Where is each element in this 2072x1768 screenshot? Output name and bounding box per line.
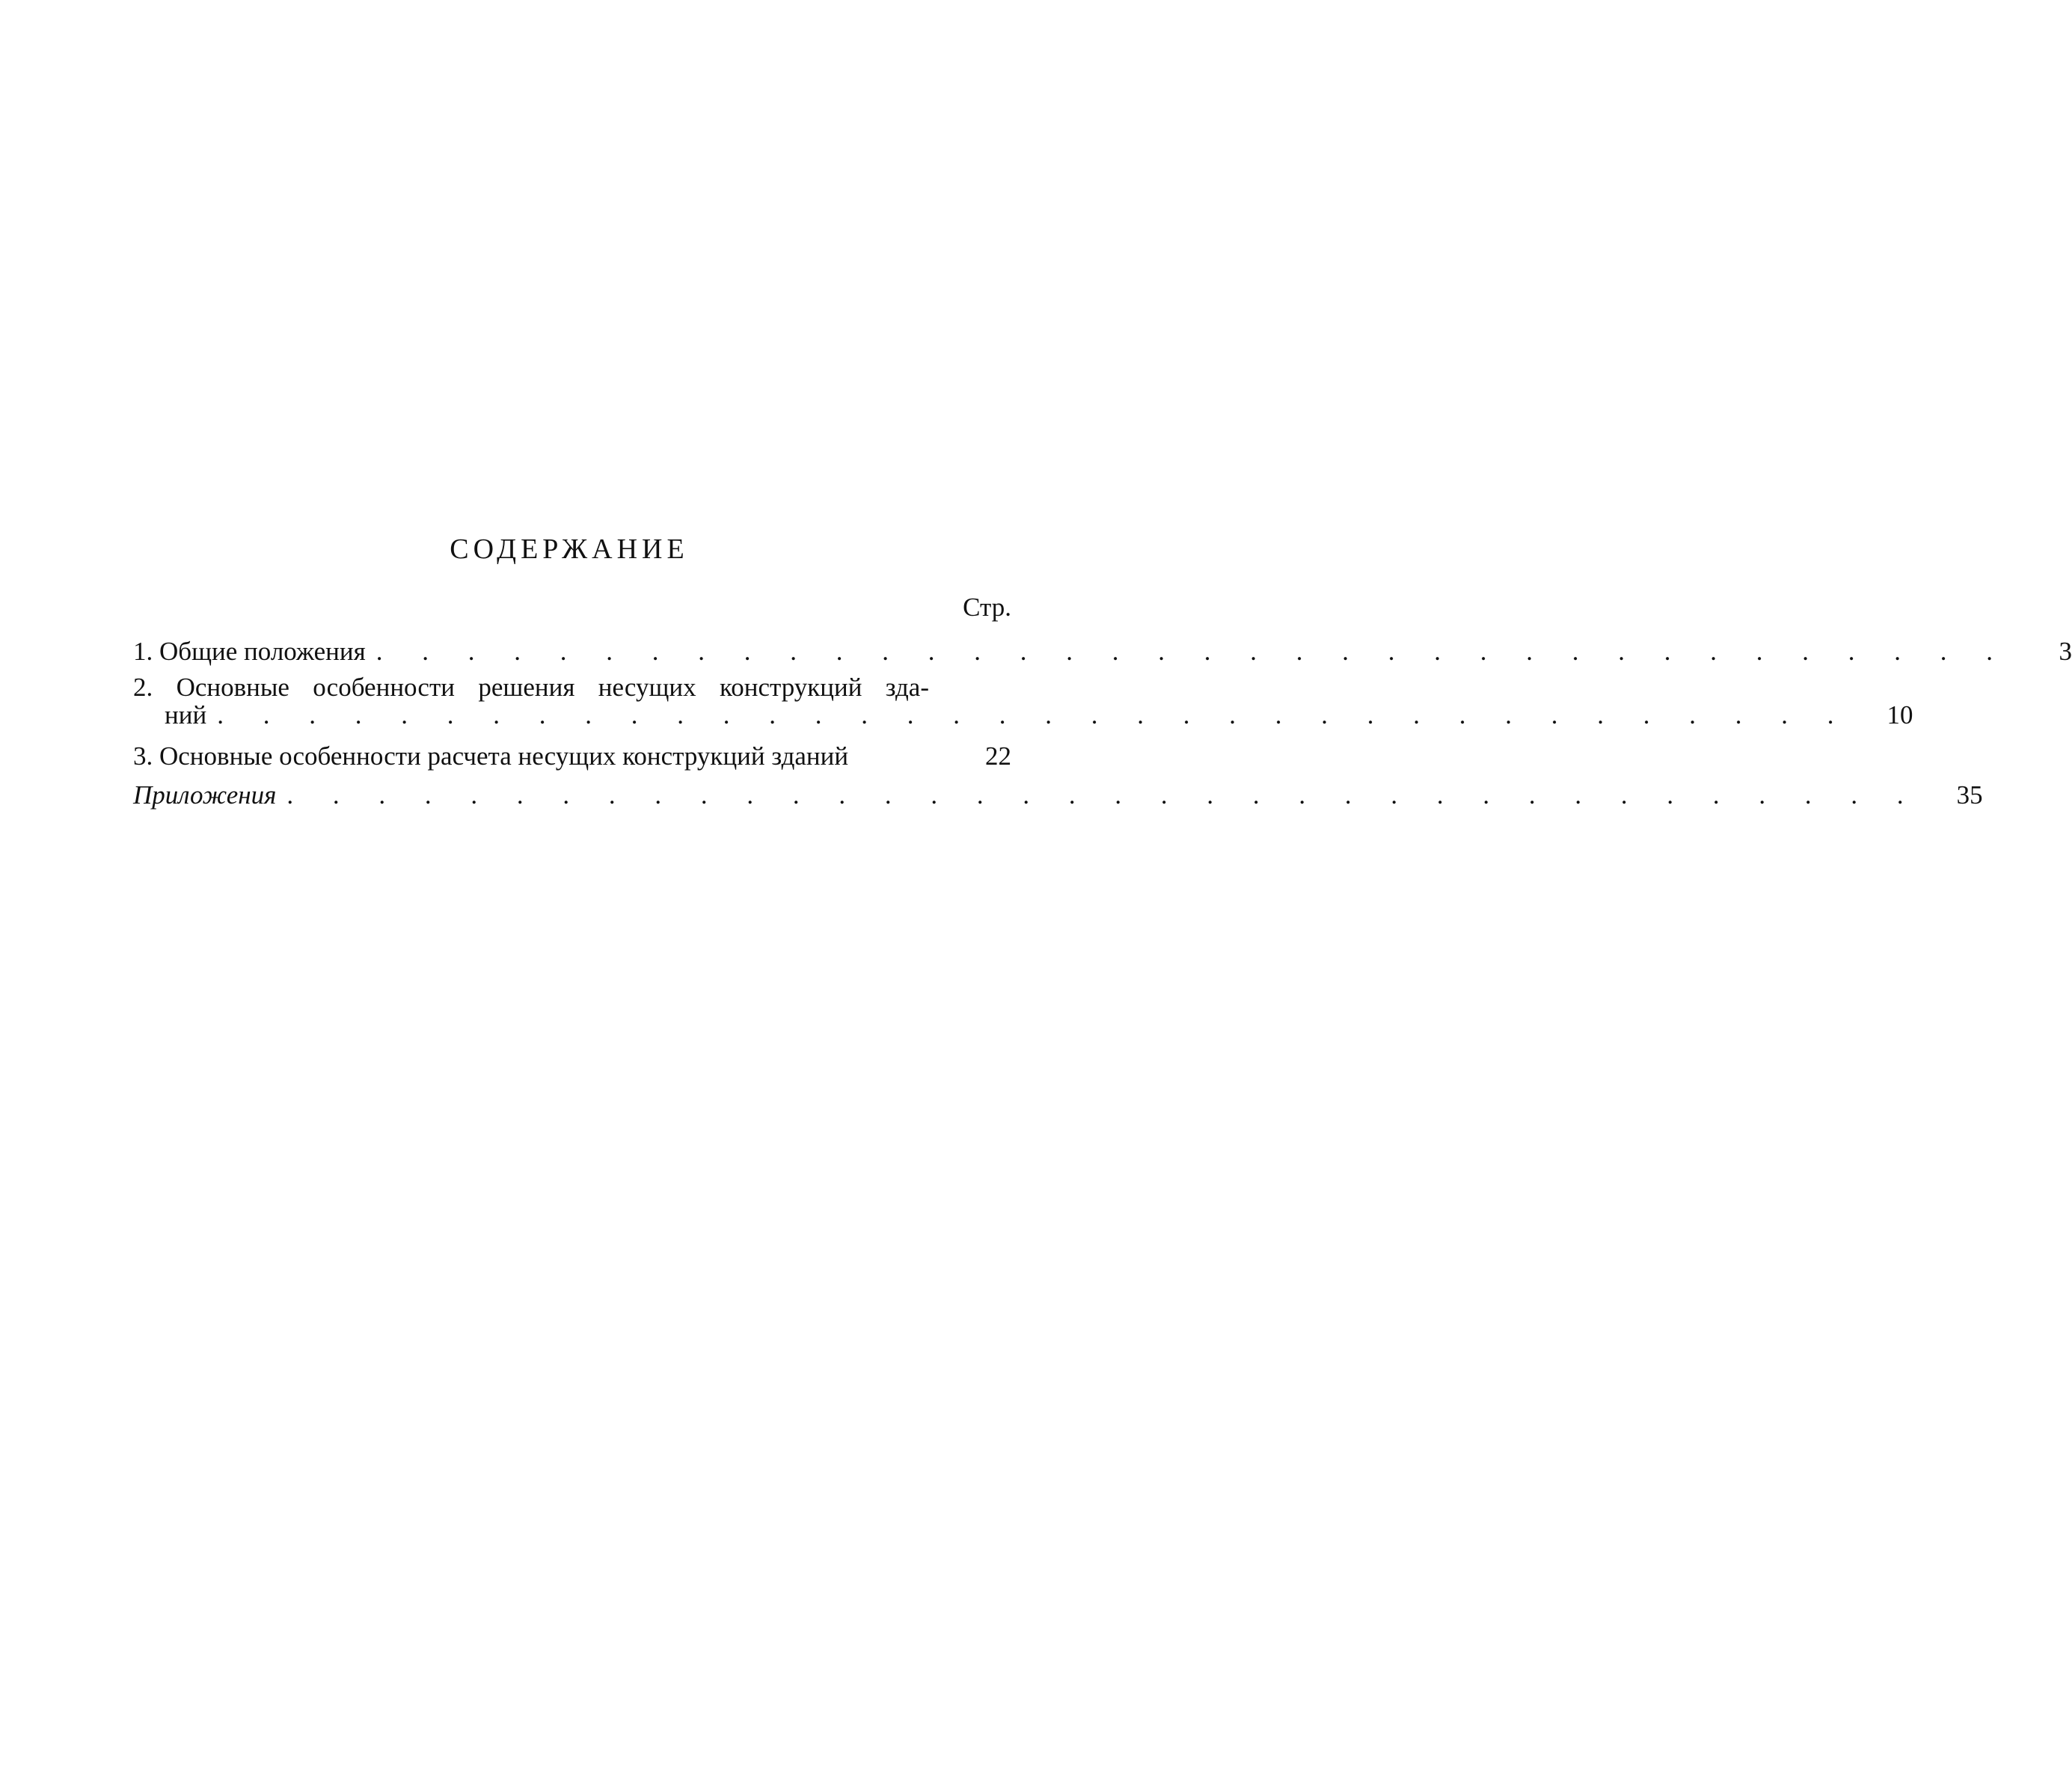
toc-entry-2 [133,673,1913,729]
toc-entry-text: 1. Общие положения [133,637,366,666]
dot-leader: . . . . . . . . . . . . . . . . . . . . . . . . . . . . . . . . . . . . [286,780,1920,810]
dot-leader: . . . . . . . . . . . . . . . . . . . . . . . . . . . . . . . . . . . . [376,637,2009,666]
toc-entry-page: 35 [1956,780,1983,810]
toc-entry-page: 22 [985,741,1011,771]
toc-entry-page: 3 [2059,637,2072,666]
toc-entry-page: 10 [1886,700,1913,729]
toc-entry-3 [133,742,1011,770]
toc-entry-text-line2: ний [165,700,207,729]
dot-leader: . . . . . . . . . . . . . . . . . . . . . . . . . . . . . . . . . . . . [217,700,1851,729]
toc-title: СОДЕРЖАНИЕ [450,533,689,565]
toc-entry-1 [133,637,2072,666]
toc-entry-text: Приложения [133,780,277,810]
page-column-header: Стр. [963,593,1011,622]
toc-entry-text-line1: 2. Основные особенности решения несущих конструкций зда- [133,673,929,702]
toc-entry-text: 3. Основные особенности расчета несущих конструкций зданий [133,741,849,771]
toc-entry-4 [133,780,1983,810]
